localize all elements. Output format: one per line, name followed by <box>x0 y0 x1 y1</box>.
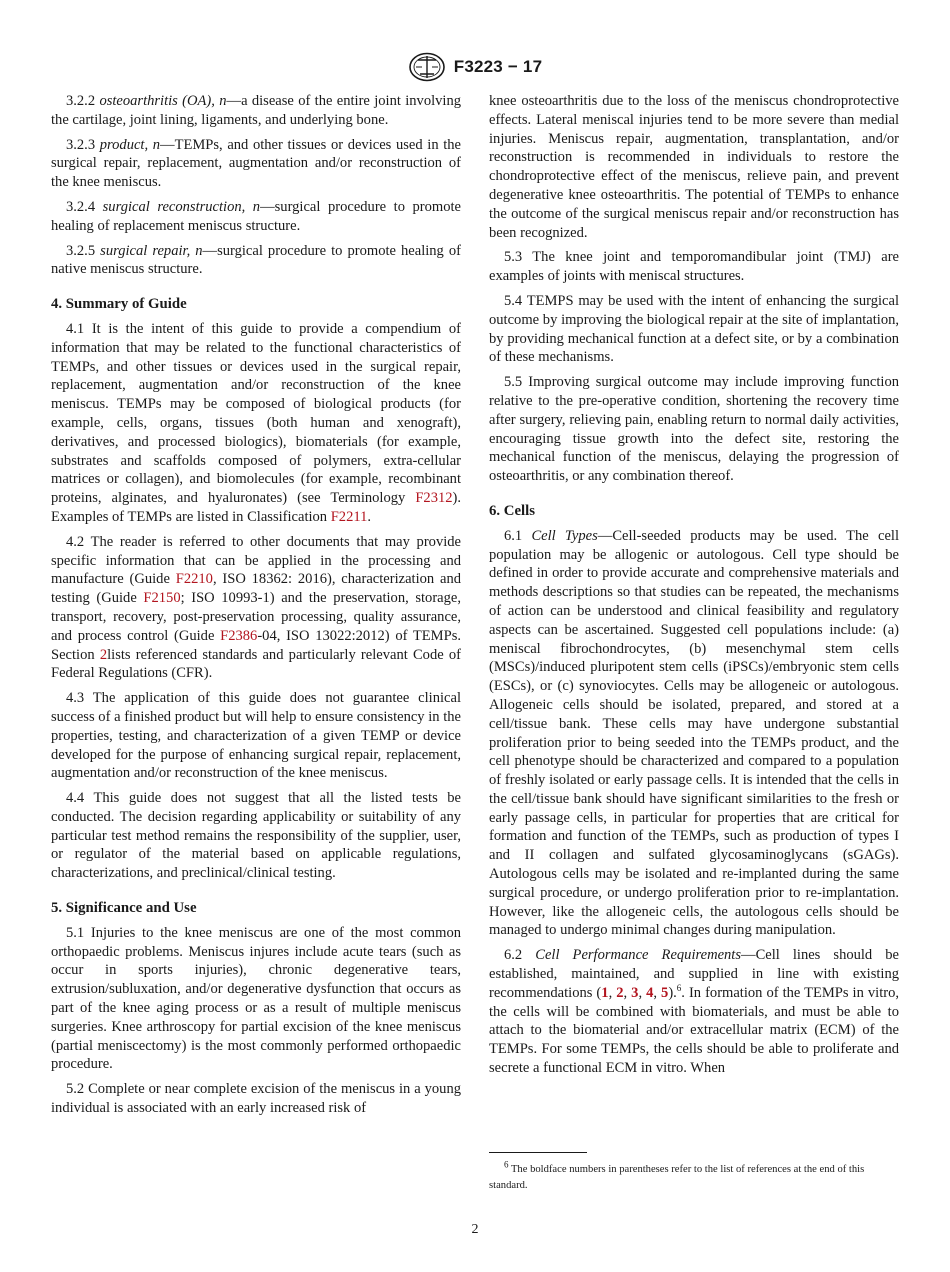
footnote-divider <box>489 1152 587 1153</box>
reference-link-5[interactable]: 5 <box>661 984 669 1001</box>
page-number: 2 <box>471 1222 479 1237</box>
definition-3-2-5: 3.2.5 surgical repair, n—surgical procedure to promote healing of native meniscus structure. <box>51 242 461 278</box>
definition-3-2-3: 3.2.3 product, n—TEMPs, and other tissues or devices used in the surgical repair, replacement, augmentation and/or reconstruction of the knee meniscus. <box>51 136 462 191</box>
link-f2312[interactable]: F2312 <box>415 490 453 507</box>
reference-link-3[interactable]: 3 <box>631 984 639 1001</box>
paragraph-5-3: 5.3 The knee joint and temporomandibular joint (TMJ) are examples of joints with meniscal structures. <box>489 249 899 285</box>
page-header <box>0 52 950 82</box>
section-6-heading: 6. Cells <box>489 502 536 519</box>
paragraph-4-2: 4.2 The reader is referred to other documents that may provide specific information that can be applied in the processing and manufacture (Guide F2210, ISO 18362: 2016), characterization and testing (Guide F2150; ISO 10993-1) and the preservation, storage, transport, recovery, post-preservation processing, quality assurance, and process control (Guide F2386-04, ISO 13022:2012) of TEMPs. Section 2lists referenced standards and particularly relevant Code of Federal Regulations (CFR). <box>51 533 461 682</box>
paragraph-5-5: 5.5 Improving surgical outcome may include improving function relative to the pre-operative condition, shortening the recovery time after surgery, relieving pain, enabling return to normal daily activities, encouraging tissue growth into the defect site, restoring the mechanical function of the meniscus, delaying the progression of osteoarthritis, or any combination thereof. <box>489 374 899 485</box>
footnote-6: $^6$ The boldface numbers in parentheses refer to the list of references at the end of this standard. <box>489 1159 865 1191</box>
paragraph-5-4: 5.4 TEMPS may be used with the intent of enhancing the surgical outcome by improving the biological repair at the site of implantation, by providing mechanical function at a defect site, or by a combination of these mechanisms. <box>489 292 899 366</box>
paragraph-4-3: 4.3 The application of this guide does not guarantee clinical success of a finished product but will help to ensure consistency in the properties, testing, and characterization of a given TEMP or device developed for the purpose of enhancing surgical repair, replacement, augmentation and/or reconstruction of the knee meniscus. <box>51 690 461 782</box>
left-column <box>51 92 461 1124</box>
definition-3-2-4: 3.2.4 surgical reconstruction, n—surgical procedure to promote healing of replacement meniscus structure. <box>51 198 461 234</box>
astm-logo-icon <box>408 52 446 82</box>
reference-link-1[interactable]: 1 <box>601 984 609 1001</box>
standard-designation: F3223 − 17 <box>453 57 543 76</box>
paragraph-4-4: 4.4 This guide does not suggest that all the listed tests be conducted. The decision regarding applicability or suitability of any particular test method remains the responsibility of the supplier, user, or regulator of the material based on applicable regulations, characterizations, and preclinical/clinical testing. <box>51 790 461 882</box>
link-f2211[interactable]: F2211 <box>330 508 368 525</box>
section-5-heading: 5. Significance and Use <box>51 900 197 917</box>
reference-link-4[interactable]: 4 <box>646 984 654 1001</box>
link-f2386[interactable]: F2386 <box>220 627 258 644</box>
section-4-heading: 4. Summary of Guide <box>51 296 187 313</box>
right-column <box>489 92 899 1084</box>
paragraph-5-1: 5.1 Injuries to the knee meniscus are one of the most common orthopaedic problems. Meniscus injures include acute tears (such as occur in sports injuries), chronic degenerative tears, extrusion/subluxation, and/or degenerative dysfunction that occurs as part of the knee aging process or as a result of multiple meniscus surgeries. Knee arthroscopy for partial excision of the knee meniscus (partial meniscectomy) is the most commonly performed orthopaedic procedure. <box>51 924 461 1073</box>
paragraph-6-2: 6.2 Cell Performance Requirements—Cell lines should be established, maintained, and supplied in line with existing recommendations (1, 2, 3, 4, 5).$^6$. In formation of the TEMPs in vitro, the cells will be combined with biomaterials, and must be able to attach to the biomaterial and/or extracellular matrix (ECM) of the TEMPs. For some TEMPs, the cells should be able to proliferate and secrete a functional ECM in vitro. When <box>489 947 899 1077</box>
link-f2210[interactable]: F2210 <box>175 571 213 588</box>
paragraph-5-2-continued: knee osteoarthritis due to the loss of the meniscus chondroprotective effects. Lateral meniscal injuries tend to be more severe than medial injuries. Meniscus repair, augmentation, transplantation, and/or reconstruction is recommended in individuals to restore the chondroprotective effect of the meniscus, relieve pain, and prevent degenerative knee osteoarthritis. The potential of TEMPs to enhance the outcome of the surgical meniscus repair and/or reconstruction has been recognized. <box>489 93 899 241</box>
paragraph-6-1: 6.1 Cell Types—Cell-seeded products may be used. The cell population may be allogenic or autologous. Cell type should be defined in order to provide accurate and comprehensive materials and methods descriptions so that studies can be repeated, the mechanisms of action can be understood and clinical feasibility and regulatory aspects can be ascertained. Suggested cell populations include: (a) meniscal fibrochondrocytes, (b) mesenchymal stem cells (MSCs)/induced pluripotent stem cells (iPSCs)/embryonic stem cells (ESCs), or (c) synoviocytes. Cells may be allogeneic or autologous. Allogeneic cells should be isolated, prepared, and stored at a cell/tissue bank. These cells may have undergone substantial proliferation prior to being seeded into the TEMPs product, and the cell phenotype should be characterized and compared to a population of freshly isolated or early passage cells. It is intended that the cells in the cell/tissue bank should have significant similarities to the fresh or early passage cells, in particular for properties that are critical for formation and function of the TEMPs, such as production of types I and II collagen and sulfated glycosaminoglycans (sGAGs). Autologous cells may be isolated and re-implanted during the same surgical procedure, or undergo proliferation prior to re-implantation. However, like the allogeneic cells, the autologous cells should be managed to undergo minimal changes during manipulation. <box>489 527 899 939</box>
link-section-2[interactable]: 2 <box>99 646 108 663</box>
footnote-marker[interactable]: 6 <box>676 983 682 994</box>
definition-3-2-2: 3.2.2 osteoarthritis (OA), n—a disease of the entire joint involving the cartilage, joint lining, ligaments, and underlying bone. <box>51 93 461 128</box>
reference-link-2[interactable]: 2 <box>616 984 624 1001</box>
link-f2150[interactable]: F2150 <box>143 590 181 607</box>
paragraph-4-1: 4.1 It is the intent of this guide to provide a compendium of information that may be related to the functional characteristics of TEMPs, and other tissues or devices used in the surgical repair, replacement, augmentation and/or reconstruction of the knee meniscus. TEMPs may be composed of biological products (for example, cells, organs, tissues (both human and xenograft), derivatives, and processed biologics), biomaterials (for example, substrates and scaffolds composed of polymers, extra-cellular matrices or collagen), and biomolecules (for example, recombinant proteins, alginates, and hyaluronates) (see Terminology F2312). Examples of TEMPs are listed in Classification F2211. <box>51 320 461 525</box>
paragraph-5-2-start: 5.2 Complete or near complete excision of the meniscus in a young individual is associated with an early increased risk of <box>51 1081 461 1117</box>
